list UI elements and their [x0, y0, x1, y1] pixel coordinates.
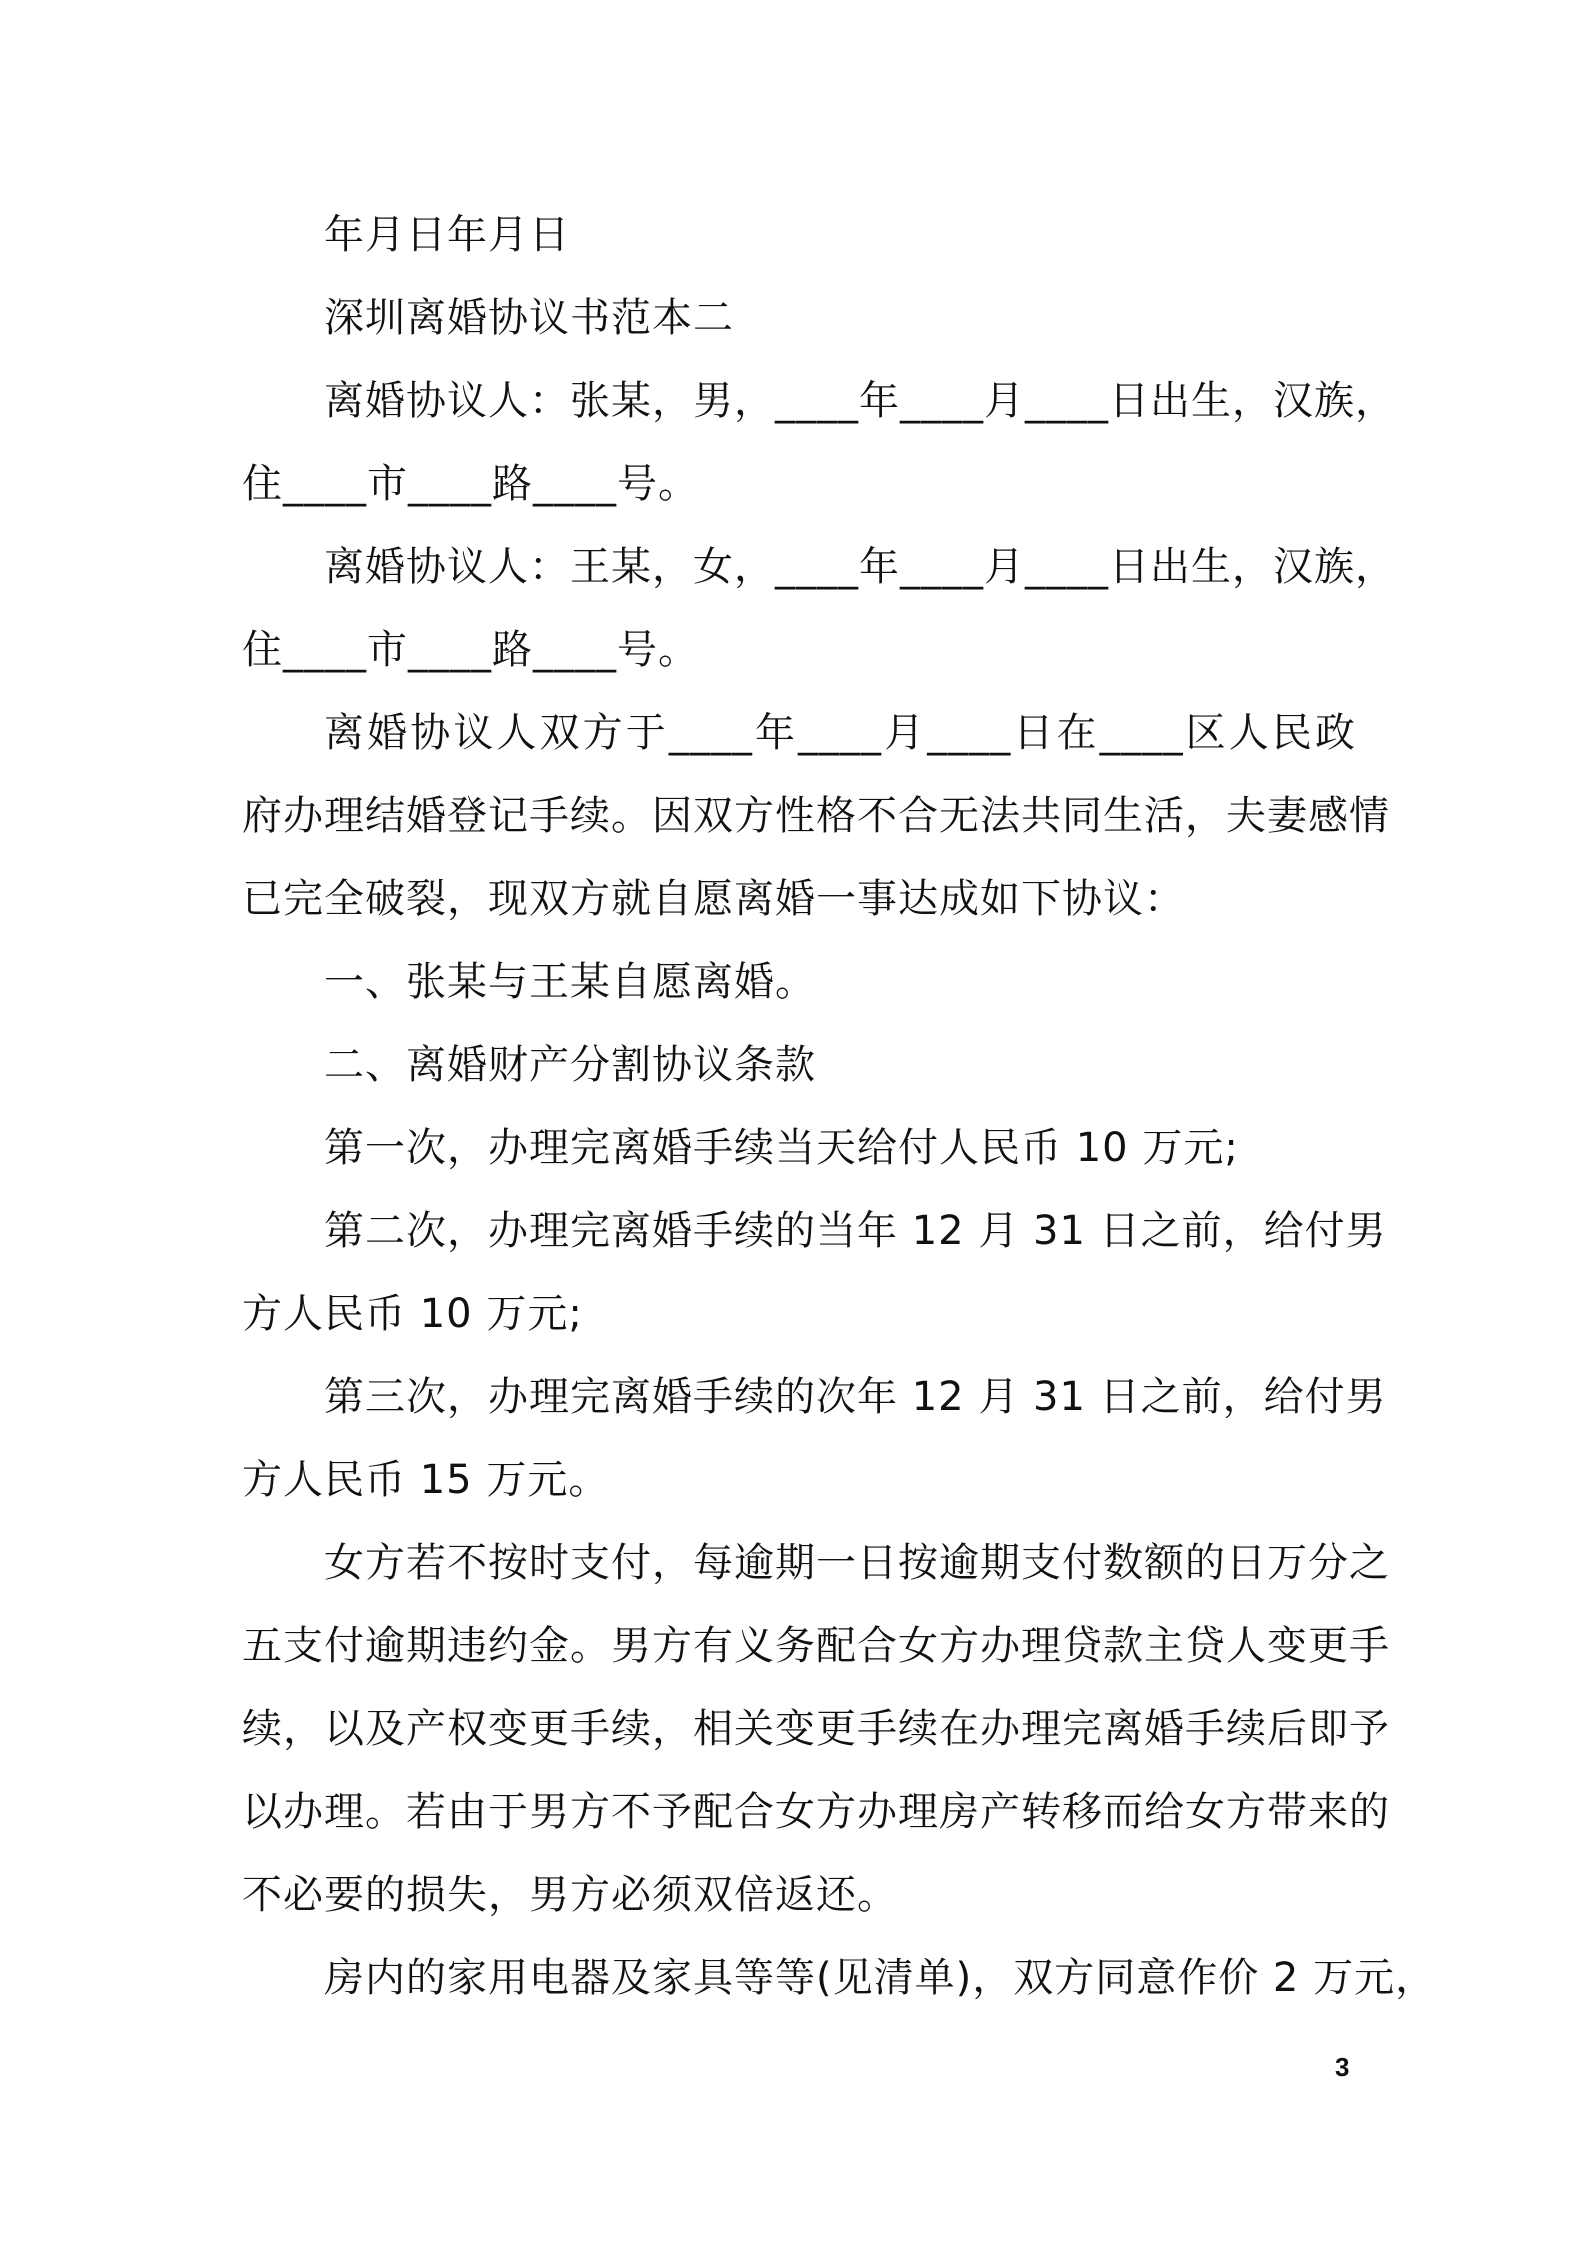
payment-3-line-1: 第三次，办理完离婚手续的次年 12 月 31 日之前，给付男 [324, 1374, 1387, 1420]
clause-1: 一、张某与王某自愿离婚。 [324, 959, 816, 1005]
date-line: 年月日年月日 [324, 212, 570, 258]
payment-3-line-2: 方人民币 15 万元。 [242, 1457, 610, 1503]
party-2-line-2: 住____市____路____号。 [242, 627, 699, 673]
payment-2-line-1: 第二次，办理完离婚手续的当年 12 月 31 日之前，给付男 [324, 1208, 1387, 1254]
payment-1: 第一次，办理完离婚手续当天给付人民币 10 万元; [324, 1125, 1239, 1171]
intro-paragraph-line-2: 府办理结婚登记手续。因双方性格不合无法共同生活，夫妻感情 [242, 793, 1390, 839]
party-1-line-1: 离婚协议人：张某，男，____年____月____日出生，汉族， [324, 378, 1396, 424]
document-body [242, 194, 1437, 2020]
clause-2-heading: 二、离婚财产分割协议条款 [324, 1042, 816, 1088]
payment-2-line-2: 方人民币 10 万元; [242, 1291, 583, 1337]
penalty-paragraph-line-4: 以办理。若由于男方不予配合女方办理房产转移而给女方带来的 [242, 1789, 1390, 1835]
section-title: 深圳离婚协议书范本二 [324, 295, 734, 341]
intro-paragraph-line-3: 已完全破裂，现双方就自愿离婚一事达成如下协议： [242, 876, 1185, 922]
penalty-paragraph-line-2: 五支付逾期违约金。男方有义务配合女方办理贷款主贷人变更手 [242, 1623, 1390, 1669]
penalty-paragraph-line-1: 女方若不按时支付，每逾期一日按逾期支付数额的日万分之 [324, 1540, 1390, 1586]
party-2-line-1: 离婚协议人：王某，女，____年____月____日出生，汉族， [324, 544, 1396, 590]
page-number: 3 [1335, 2052, 1350, 2082]
penalty-paragraph-line-3: 续，以及产权变更手续，相关变更手续在办理完离婚手续后即予 [242, 1706, 1390, 1752]
party-1-line-2: 住____市____路____号。 [242, 461, 699, 507]
appliance-paragraph-line-1: 房内的家用电器及家具等等(见清单)，双方同意作价 2 万元， [324, 1955, 1437, 2001]
intro-paragraph-line-1: 离婚协议人双方于____年____月____日在____区人民政 [324, 710, 1356, 756]
penalty-paragraph-line-5: 不必要的损失，男方必须双倍返还。 [242, 1872, 898, 1918]
